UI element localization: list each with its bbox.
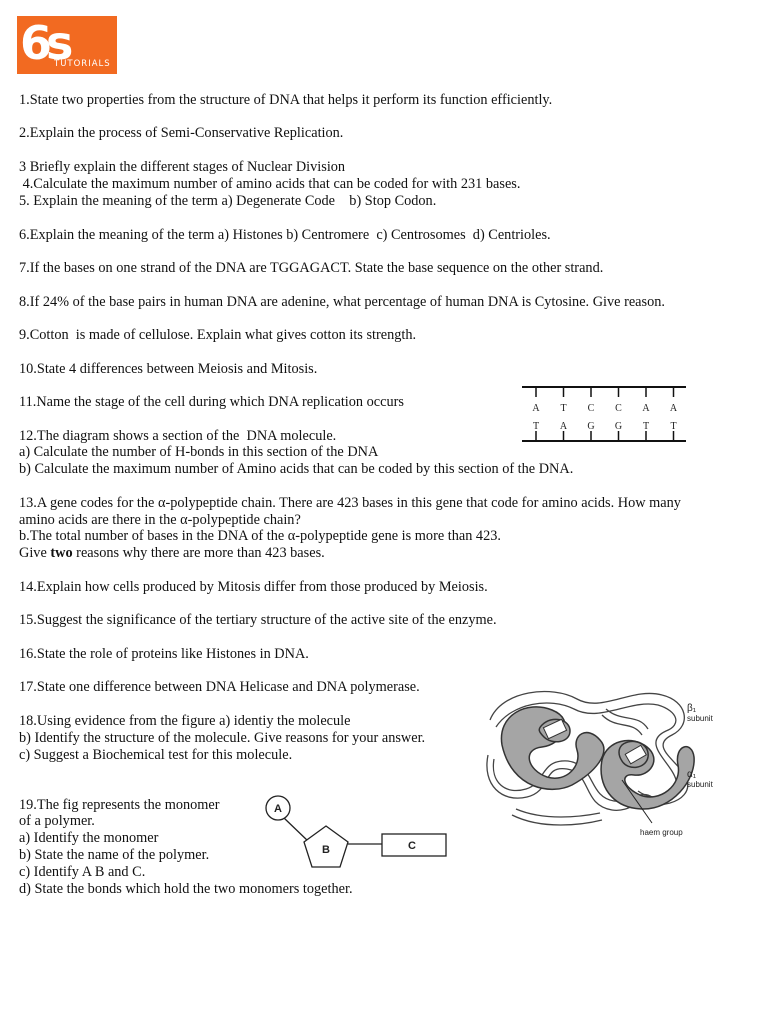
dna-bottom-base: G <box>587 421 595 432</box>
question-7: 7.If the bases on one strand of the DNA are TGGAGACT. State the base sequence on the other strand. <box>19 260 604 276</box>
dna-top-base: T <box>560 403 567 414</box>
question-12a: a) Calculate the number of H-bonds in this section of the DNA <box>19 444 379 460</box>
question-13b-cont <box>19 545 325 562</box>
question-10: 10.State 4 differences between Meiosis and Mitosis. <box>19 361 318 377</box>
question-17: 17.State one difference between DNA Helicase and DNA polymerase. <box>19 679 420 695</box>
beta-subunit-label: subunit <box>687 714 713 723</box>
question-4: 4.Calculate the maximum number of amino acids that can be coded for with 231 bases. <box>19 176 521 192</box>
dna-bottom-base: T <box>642 421 650 432</box>
question-2: 2.Explain the process of Semi-Conservative Replication. <box>19 125 344 141</box>
question-16: 16.State the role of proteins like Histones in DNA. <box>19 646 309 662</box>
haemoglobin-figure <box>482 685 732 840</box>
two-emphasis: two <box>50 545 73 561</box>
question-18b: b) Identify the structure of the molecule. Give reasons for your answer. <box>19 730 426 746</box>
logo-text: TUTORIALS <box>54 59 111 69</box>
question-5: 5. Explain the meaning of the term a) Degenerate Code b) Stop Codon. <box>19 193 437 209</box>
question-14: 14.Explain how cells produced by Mitosis differ from those produced by Meiosis. <box>19 579 488 595</box>
reasons-text: reasons why there are more than 423 bases. <box>72 545 325 561</box>
question-18: 18.Using evidence from the figure a) identiy the molecule <box>19 713 351 729</box>
question-19-cont: of a polymer. <box>19 813 95 829</box>
label-b: B <box>322 844 330 856</box>
label-c: C <box>408 840 416 852</box>
question-18c: c) Suggest a Biochemical test for this molecule. <box>19 747 293 763</box>
question-12: 12.The diagram shows a section of the DNA molecule. <box>19 428 337 444</box>
question-13-cont: amino acids are there in the α-polypeptide chain? <box>19 512 301 528</box>
dna-top-base: A <box>532 403 540 414</box>
dna-bottom-base: G <box>614 421 623 432</box>
dna-section-diagram <box>520 383 688 447</box>
question-13: 13.A gene codes for the α-polypeptide chain. There are 423 bases in this gene that code for amino acids. How many <box>19 495 681 511</box>
dna-top-base: C <box>615 403 622 414</box>
question-19a: a) Identify the monomer <box>19 830 159 846</box>
tutorials-logo <box>17 16 117 74</box>
question-12b: b) Calculate the maximum number of Amino acids that can be coded by this section of the DNA. <box>19 461 574 477</box>
question-1: 1.State two properties from the structure of DNA that helps it perform its function efficiently. <box>19 92 553 108</box>
question-8: 8.If 24% of the base pairs in human DNA are adenine, what percentage of human DNA is Cytosine. Give reason. <box>19 294 665 310</box>
dna-top-base: C <box>587 403 595 414</box>
question-19: 19.The fig represents the monomer <box>19 797 220 813</box>
label-a: A <box>274 803 282 815</box>
alpha-label: α₁ <box>687 769 697 780</box>
question-9: 9.Cotton is made of cellulose. Explain what gives cotton its strength. <box>19 327 417 343</box>
dna-bottom-base: A <box>559 421 568 432</box>
give-text: Give <box>19 545 51 561</box>
question-15: 15.Suggest the significance of the tertiary structure of the active site of the enzyme. <box>19 612 497 628</box>
question-3: 3 Briefly explain the different stages of Nuclear Division <box>19 159 346 175</box>
monomer-figure <box>262 792 450 874</box>
alpha-subunit-label: subunit <box>687 780 713 789</box>
question-11: 11.Name the stage of the cell during which DNA replication occurs <box>19 394 404 410</box>
haem-group-label: haem group <box>640 828 683 837</box>
question-13b: b.The total number of bases in the DNA of the α-polypeptide gene is more than 423. <box>19 528 501 544</box>
dna-bottom-base: T <box>532 421 540 432</box>
question-19b: b) State the name of the polymer. <box>19 847 210 863</box>
logo-mark: 6s <box>20 16 68 70</box>
question-19c: c) Identify A B and C. <box>19 864 146 880</box>
question-6: 6.Explain the meaning of the term a) Histones b) Centromere c) Centrosomes d) Centrioles. <box>19 227 551 243</box>
grey-ribbon-chain <box>501 707 694 809</box>
beta-label: β₁ <box>687 703 697 714</box>
dna-top-base: A <box>669 403 678 414</box>
question-19d: d) State the bonds which hold the two monomers together. <box>19 881 353 897</box>
dna-bottom-base: T <box>670 421 677 432</box>
dna-top-base: A <box>642 403 650 414</box>
